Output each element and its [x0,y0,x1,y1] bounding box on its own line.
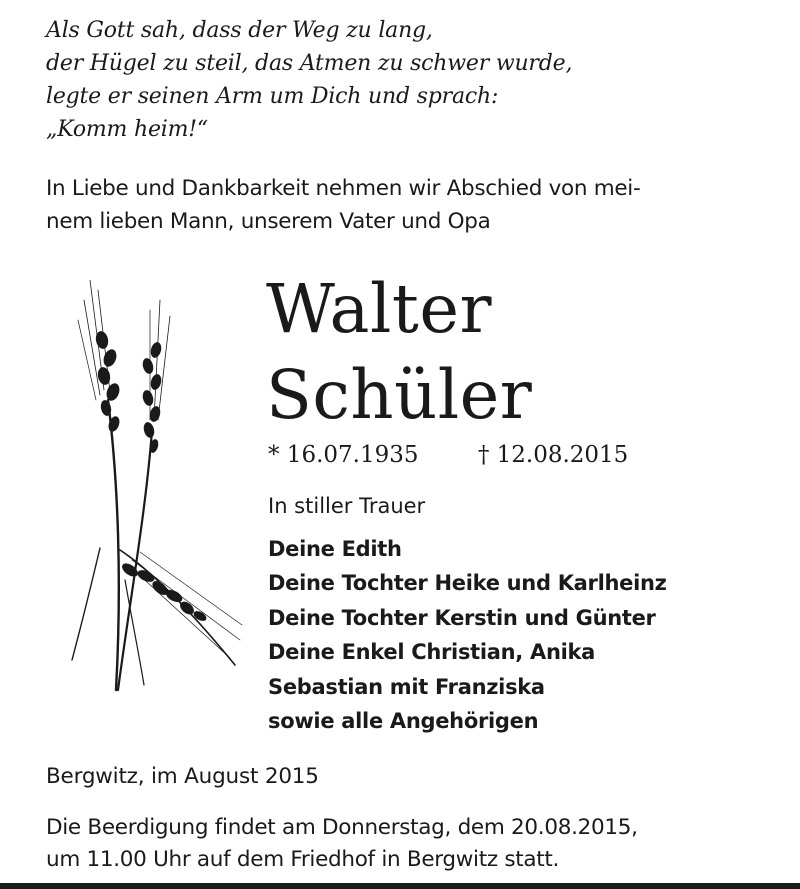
poem-line: legte er seinen Arm um Dich und sprach: [46,84,499,109]
family-member: sowie alle Angehörigen [268,709,539,734]
family-list [268,532,667,738]
funeral-line: um 11.00 Uhr auf dem Friedhof in Bergwitz statt. [46,847,560,872]
funeral-info [46,812,638,876]
intro-line: nem lieben Mann, unserem Vater und Opa [46,209,491,234]
birth-date: * 16.07.1935 [268,442,419,468]
life-dates [268,438,628,472]
funeral-line: Die Beerdigung findet am Donnerstag, dem 20.08.2015, [46,815,638,840]
family-member: Sebastian mit Franziska [268,674,545,699]
intro-line: In Liebe und Dankbarkeit nehmen wir Abschied von mei- [46,176,641,201]
family-member: Deine Tochter Kerstin und Günter [268,605,656,630]
deceased-name [266,266,532,438]
place-date: Bergwitz, im August 2015 [46,764,319,789]
family-member: Deine Tochter Heike und Karlheinz [268,571,667,596]
poem-line: der Hügel zu steil, das Atmen zu schwer wurde, [46,51,573,76]
death-date: † 12.08.2015 [477,442,629,468]
mourning-heading: In stiller Trauer [268,494,426,518]
intro-text [46,172,766,238]
first-name: Walter [266,270,493,348]
family-member: Deine Enkel Christian, Anika [268,640,596,665]
poem-line: Als Gott sah, dass der Weg zu lang, [46,18,433,43]
poem-line: „Komm heim!“ [46,117,208,142]
last-name: Schüler [266,356,533,434]
poem [46,14,572,146]
family-member: Deine Edith [268,537,402,561]
wheat-ears-icon [70,280,250,700]
